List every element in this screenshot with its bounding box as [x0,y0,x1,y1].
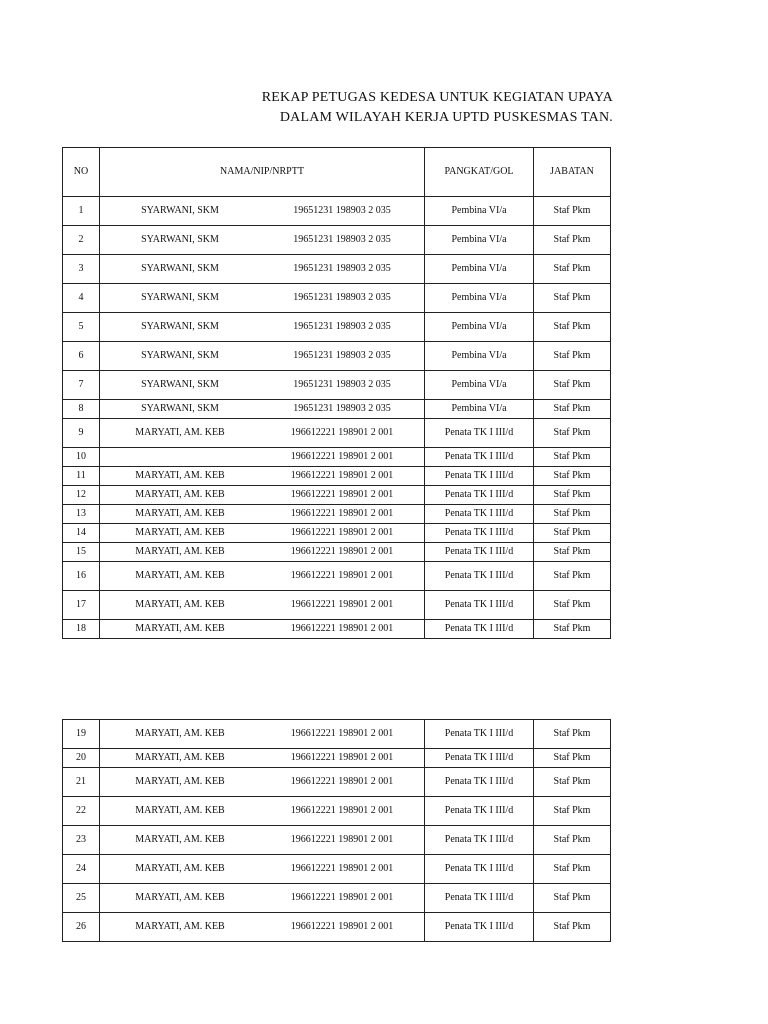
cell-pangkat: Penata TK I III/d [425,448,534,467]
cell-no: 17 [63,591,100,620]
cell-no: 21 [63,768,100,797]
nama-nip-wrapper [100,380,424,390]
nama-nip-wrapper [100,235,424,245]
cell-no: 3 [63,255,100,284]
cell-nama-nip [100,562,425,591]
cell-no: 2 [63,226,100,255]
cell-no: 14 [63,524,100,543]
table-body-part-1 [63,197,611,639]
cell-jabatan: Staf Pkm [534,255,611,284]
cell-no: 25 [63,884,100,913]
cell-pangkat: Penata TK I III/d [425,591,534,620]
cell-jabatan: Staf Pkm [534,884,611,913]
cell-nip: 19651231 198903 2 035 [293,350,391,361]
nama-nip-wrapper [100,509,424,519]
table-row [63,720,611,749]
cell-no: 5 [63,313,100,342]
table-row [63,524,611,543]
cell-nama-nip [100,400,425,419]
cell-pangkat: Pembina VI/a [425,284,534,313]
cell-no: 22 [63,797,100,826]
cell-nama: MARYATI, AM. KEB [135,834,225,845]
cell-jabatan: Staf Pkm [534,342,611,371]
nama-nip-wrapper [100,893,424,903]
nama-nip-wrapper [100,452,424,462]
cell-nip: 196612221 198901 2 001 [290,489,394,500]
cell-no: 6 [63,342,100,371]
cell-no: 7 [63,371,100,400]
table-row [63,284,611,313]
cell-nama-nip [100,620,425,639]
cell-nama-nip [100,467,425,486]
table-row [63,505,611,524]
cell-nip: 196612221 198901 2 001 [290,570,394,581]
cell-nama-nip [100,749,425,768]
table-row [63,797,611,826]
cell-pangkat: Penata TK I III/d [425,826,534,855]
table-row [63,768,611,797]
cell-nip: 19651231 198903 2 035 [293,403,391,414]
nama-nip-wrapper [100,729,424,739]
cell-nip: 196612221 198901 2 001 [290,451,394,462]
cell-nama: SYARWANI, SKM [141,403,219,414]
cell-nip: 196612221 198901 2 001 [290,834,394,845]
cell-nama: SYARWANI, SKM [141,292,219,303]
cell-nama: MARYATI, AM. KEB [135,470,225,481]
cell-pangkat: Penata TK I III/d [425,797,534,826]
cell-no: 4 [63,284,100,313]
cell-pangkat: Penata TK I III/d [425,620,534,639]
nama-nip-wrapper [100,864,424,874]
cell-pangkat: Penata TK I III/d [425,467,534,486]
cell-no: 11 [63,467,100,486]
cell-nama-nip [100,768,425,797]
cell-jabatan: Staf Pkm [534,826,611,855]
table-row [63,486,611,505]
cell-pangkat: Pembina VI/a [425,400,534,419]
cell-nip: 19651231 198903 2 035 [293,234,391,245]
cell-nip: 196612221 198901 2 001 [290,921,394,932]
cell-jabatan: Staf Pkm [534,448,611,467]
cell-pangkat: Penata TK I III/d [425,486,534,505]
cell-no: 20 [63,749,100,768]
cell-nama: MARYATI, AM. KEB [135,776,225,787]
cell-jabatan: Staf Pkm [534,284,611,313]
nama-nip-wrapper [100,547,424,557]
table-row [63,448,611,467]
nama-nip-wrapper [100,490,424,500]
cell-nama: MARYATI, AM. KEB [135,892,225,903]
cell-nip: 196612221 198901 2 001 [290,527,394,538]
cell-jabatan: Staf Pkm [534,797,611,826]
cell-jabatan: Staf Pkm [534,467,611,486]
cell-nip: 196612221 198901 2 001 [290,599,394,610]
table-row [63,543,611,562]
cell-no: 12 [63,486,100,505]
cell-pangkat: Penata TK I III/d [425,749,534,768]
cell-no: 24 [63,855,100,884]
cell-nama: SYARWANI, SKM [141,263,219,274]
cell-jabatan: Staf Pkm [534,486,611,505]
cell-jabatan: Staf Pkm [534,749,611,768]
cell-nip: 196612221 198901 2 001 [290,427,394,438]
cell-pangkat: Pembina VI/a [425,197,534,226]
cell-jabatan: Staf Pkm [534,524,611,543]
nama-nip-wrapper [100,206,424,216]
cell-nip: 196612221 198901 2 001 [290,470,394,481]
cell-pangkat: Penata TK I III/d [425,720,534,749]
cell-nama-nip [100,913,425,942]
nama-nip-wrapper [100,322,424,332]
cell-jabatan: Staf Pkm [534,505,611,524]
cell-no: 10 [63,448,100,467]
cell-no: 13 [63,505,100,524]
nama-nip-wrapper [100,753,424,763]
cell-no: 18 [63,620,100,639]
cell-pangkat: Penata TK I III/d [425,524,534,543]
nama-nip-wrapper [100,777,424,787]
nama-nip-wrapper [100,806,424,816]
cell-nama-nip [100,826,425,855]
cell-nama-nip [100,524,425,543]
nama-nip-wrapper [100,528,424,538]
cell-no: 19 [63,720,100,749]
header-pangkat: PANGKAT/GOL [425,148,534,197]
cell-jabatan: Staf Pkm [534,371,611,400]
table-row [63,913,611,942]
cell-jabatan: Staf Pkm [534,591,611,620]
cell-nama-nip [100,855,425,884]
cell-nama: MARYATI, AM. KEB [135,546,225,557]
table-body-part-2 [63,720,611,942]
nama-nip-wrapper [100,428,424,438]
cell-nama: MARYATI, AM. KEB [135,508,225,519]
cell-pangkat: Pembina VI/a [425,371,534,400]
cell-pangkat: Penata TK I III/d [425,855,534,884]
cell-nip: 19651231 198903 2 035 [293,263,391,274]
cell-pangkat: Penata TK I III/d [425,543,534,562]
cell-jabatan: Staf Pkm [534,543,611,562]
nama-nip-wrapper [100,471,424,481]
cell-nip: 196612221 198901 2 001 [290,546,394,557]
cell-jabatan: Staf Pkm [534,768,611,797]
cell-nama-nip [100,197,425,226]
cell-no: 1 [63,197,100,226]
cell-pangkat: Penata TK I III/d [425,562,534,591]
cell-nama: MARYATI, AM. KEB [135,805,225,816]
cell-nip: 196612221 198901 2 001 [290,776,394,787]
table-row [63,749,611,768]
nama-nip-wrapper [100,264,424,274]
cell-pangkat: Pembina VI/a [425,342,534,371]
cell-nama: MARYATI, AM. KEB [135,599,225,610]
table-row [63,342,611,371]
cell-nama: MARYATI, AM. KEB [135,863,225,874]
cell-nip: 196612221 198901 2 001 [290,863,394,874]
table-row [63,400,611,419]
cell-nama: SYARWANI, SKM [141,205,219,216]
cell-nama-nip [100,486,425,505]
cell-nip: 19651231 198903 2 035 [293,321,391,332]
nama-nip-wrapper [100,600,424,610]
table-row [63,197,611,226]
cell-nip: 19651231 198903 2 035 [293,205,391,216]
table-row [63,591,611,620]
cell-nama-nip [100,884,425,913]
cell-nama-nip [100,543,425,562]
table-header-row [63,148,611,197]
cell-jabatan: Staf Pkm [534,720,611,749]
cell-nama-nip [100,591,425,620]
table-row [63,371,611,400]
cell-jabatan: Staf Pkm [534,913,611,942]
table-row [63,419,611,448]
nama-nip-wrapper [100,351,424,361]
cell-nama: SYARWANI, SKM [141,321,219,332]
cell-nama: MARYATI, AM. KEB [135,752,225,763]
cell-no: 16 [63,562,100,591]
cell-pangkat: Pembina VI/a [425,226,534,255]
table-row [63,884,611,913]
cell-jabatan: Staf Pkm [534,226,611,255]
header-jabatan: JABATAN [534,148,611,197]
document-title-line-2: DALAM WILAYAH KERJA UPTD PUSKESMAS TAN. [279,110,613,125]
cell-nama-nip [100,226,425,255]
cell-nip: 196612221 198901 2 001 [290,892,394,903]
cell-no: 15 [63,543,100,562]
table-row [63,313,611,342]
cell-jabatan: Staf Pkm [534,562,611,591]
table-row [63,467,611,486]
cell-nama: MARYATI, AM. KEB [135,728,225,739]
cell-jabatan: Staf Pkm [534,855,611,884]
cell-nama: SYARWANI, SKM [141,234,219,245]
rekap-table-part-2 [62,719,611,942]
cell-nama-nip [100,342,425,371]
cell-nama: MARYATI, AM. KEB [135,427,225,438]
cell-no: 9 [63,419,100,448]
cell-jabatan: Staf Pkm [534,313,611,342]
cell-nip: 196612221 198901 2 001 [290,752,394,763]
nama-nip-wrapper [100,404,424,414]
header-no: NO [63,148,100,197]
document-title-line-1: REKAP PETUGAS KEDESA UNTUK KEGIATAN UPAYA [261,90,613,105]
nama-nip-wrapper [100,835,424,845]
cell-no: 23 [63,826,100,855]
cell-pangkat: Penata TK I III/d [425,505,534,524]
nama-nip-wrapper [100,571,424,581]
cell-nama-nip [100,720,425,749]
cell-jabatan: Staf Pkm [534,400,611,419]
cell-nip: 19651231 198903 2 035 [293,379,391,390]
cell-nama: SYARWANI, SKM [141,379,219,390]
table-row [63,226,611,255]
cell-jabatan: Staf Pkm [534,419,611,448]
nama-nip-wrapper [100,624,424,634]
cell-pangkat: Penata TK I III/d [425,768,534,797]
cell-nama-nip [100,419,425,448]
cell-nama-nip [100,797,425,826]
cell-nama-nip [100,313,425,342]
nama-nip-wrapper [100,922,424,932]
cell-nama: MARYATI, AM. KEB [135,489,225,500]
cell-jabatan: Staf Pkm [534,620,611,639]
table-row [63,855,611,884]
table-row [63,255,611,284]
rekap-table-part-1 [62,147,611,639]
cell-pangkat: Pembina VI/a [425,255,534,284]
cell-nama-nip [100,371,425,400]
cell-nip: 196612221 198901 2 001 [290,805,394,816]
cell-nama: SYARWANI, SKM [141,350,219,361]
cell-nama: MARYATI, AM. KEB [135,527,225,538]
cell-no: 8 [63,400,100,419]
cell-pangkat: Penata TK I III/d [425,419,534,448]
cell-pangkat: Penata TK I III/d [425,913,534,942]
cell-nama-nip [100,505,425,524]
cell-nip: 19651231 198903 2 035 [293,292,391,303]
cell-nama: MARYATI, AM. KEB [135,623,225,634]
cell-nama-nip [100,448,425,467]
cell-nip: 196612221 198901 2 001 [290,623,394,634]
table-row [63,826,611,855]
cell-nama: MARYATI, AM. KEB [135,570,225,581]
cell-nama-nip [100,284,425,313]
cell-nama: MARYATI, AM. KEB [135,921,225,932]
table-row [63,620,611,639]
nama-nip-wrapper [100,293,424,303]
cell-nip: 196612221 198901 2 001 [290,728,394,739]
cell-jabatan: Staf Pkm [534,197,611,226]
cell-nama-nip [100,255,425,284]
cell-nip: 196612221 198901 2 001 [290,508,394,519]
cell-pangkat: Pembina VI/a [425,313,534,342]
cell-pangkat: Penata TK I III/d [425,884,534,913]
cell-no: 26 [63,913,100,942]
table-row [63,562,611,591]
header-nama-nip: NAMA/NIP/NRPTT [100,148,425,197]
